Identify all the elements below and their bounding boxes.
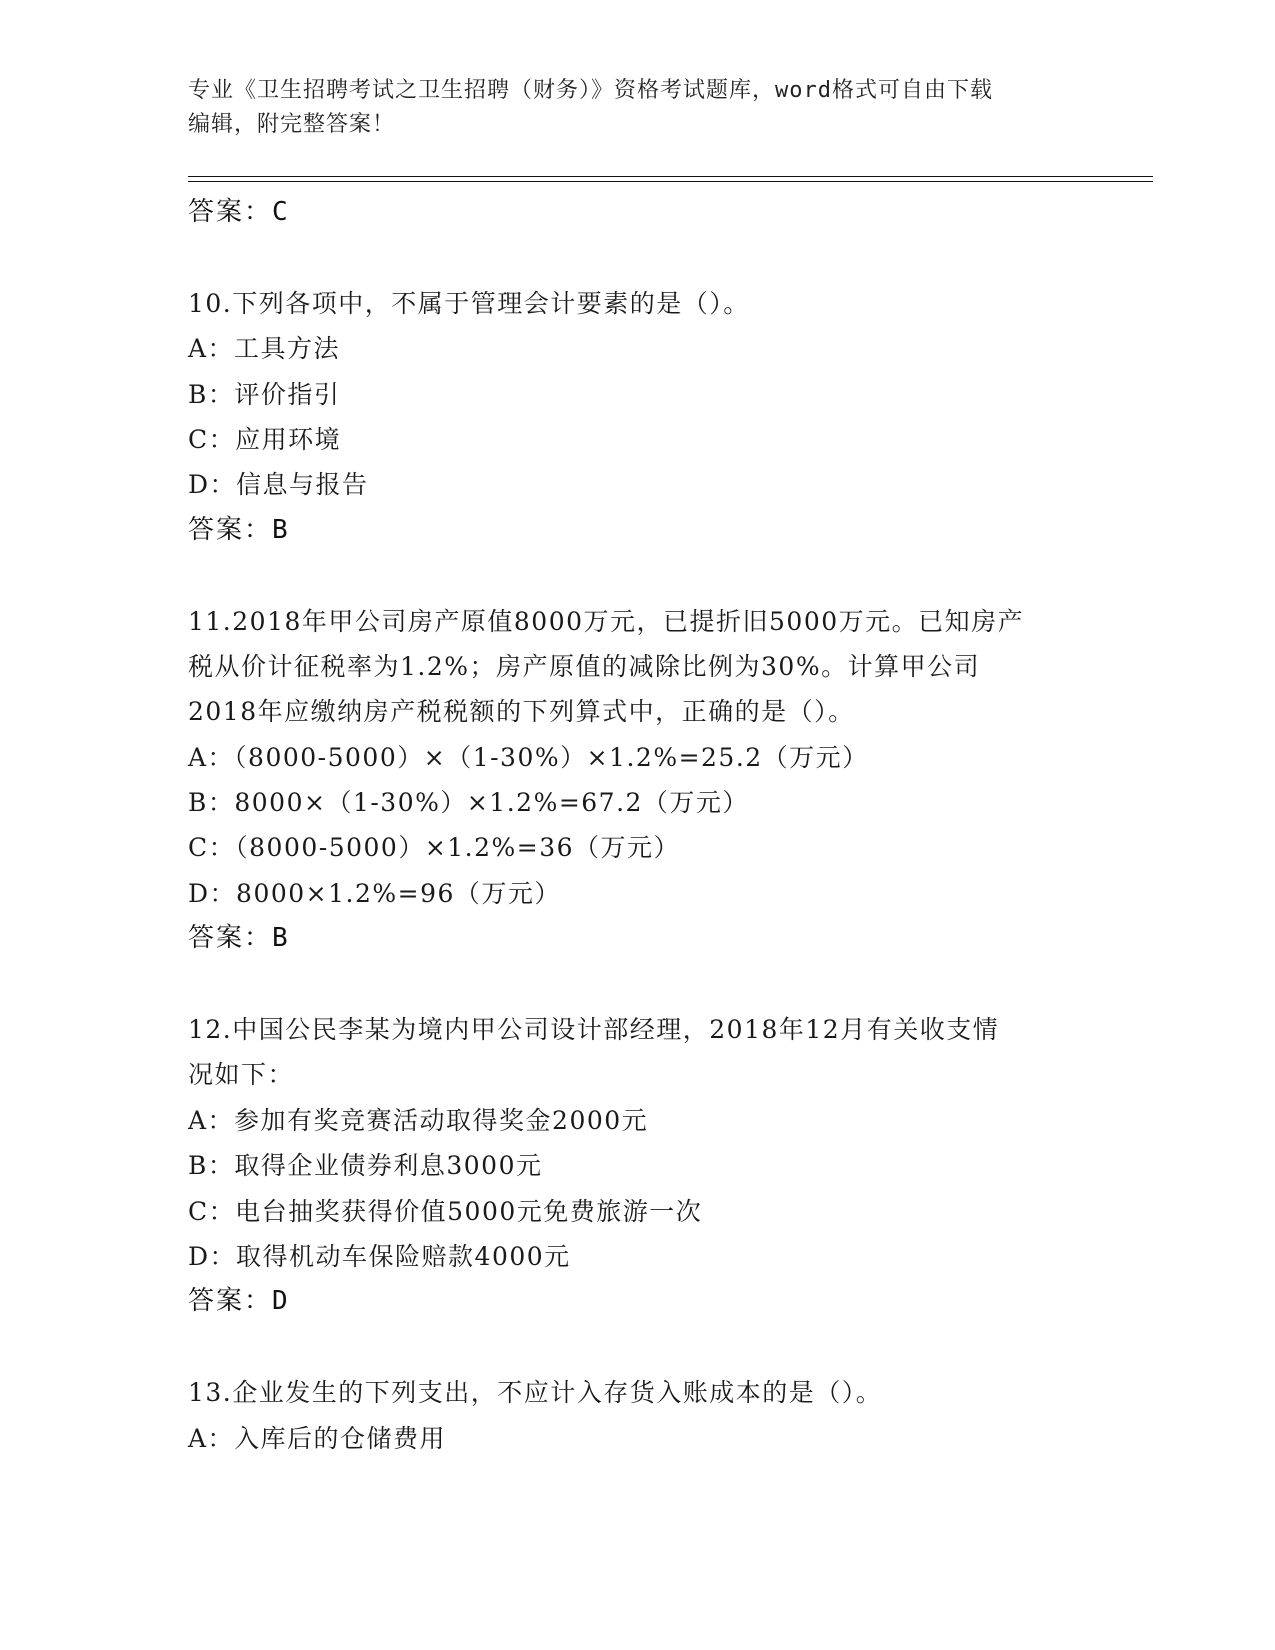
option-b: B：评价指引: [188, 379, 341, 409]
question-block: [188, 281, 1148, 553]
header-line-2: 编辑，附完整答案！: [188, 112, 396, 137]
option-c: C：应用环境: [188, 424, 342, 454]
page-header: [188, 74, 1088, 142]
answer-line: 答案：B: [188, 514, 290, 545]
option-a: A：工具方法: [188, 334, 341, 364]
spacer: [188, 1325, 1148, 1370]
option-c: C：（8000-5000）×1.2%=36（万元）: [188, 833, 681, 863]
spacer: [188, 962, 1148, 1007]
question-list: [188, 190, 1148, 1461]
question-stem: 10.下列各项中，不属于管理会计要素的是（）。: [188, 288, 750, 318]
option-a: A：参加有奖竞赛活动取得奖金2000元: [188, 1105, 649, 1135]
option-b: B：取得企业债券利息3000元: [188, 1151, 543, 1181]
question-block: [188, 1007, 1148, 1325]
option-a: A：（8000-5000）×（1-30%）×1.2%=25.2（万元）: [188, 742, 869, 772]
spacer: [188, 553, 1148, 598]
question-block: [188, 1370, 1148, 1461]
option-d: D：信息与报告: [188, 470, 369, 500]
spacer: [188, 235, 1148, 280]
option-d: D：8000×1.2%=96（万元）: [188, 878, 561, 908]
question-stem: 11.2018年甲公司房产原值8000万元，已提折旧5000万元。已知房产: [188, 606, 1025, 636]
header-rule-top: [188, 176, 1153, 177]
answer-line: 答案：B: [188, 923, 290, 954]
option-c: C：电台抽奖获得价值5000元免费旅游一次: [188, 1196, 703, 1226]
question-stem: 税从价计征税率为1.2%；房产原值的减除比例为30%。计算甲公司: [188, 651, 981, 681]
answer-line: 答案：C: [188, 197, 290, 227]
question-stem: 12.中国公民李某为境内甲公司设计部经理，2018年12月有关收支情: [188, 1015, 1000, 1045]
question-block: [188, 599, 1148, 962]
question-stem: 况如下：: [188, 1060, 295, 1090]
question-stem: 13.企业发生的下列支出，不应计入存货入账成本的是（）。: [188, 1378, 883, 1408]
header-rule-bottom: [188, 181, 1153, 182]
header-line-1: 专业《卫生招聘考试之卫生招聘（财务）》资格考试题库，word格式可自由下载: [188, 78, 993, 103]
question-stem: 2018年应缴纳房产税税额的下列算式中，正确的是（）。: [188, 697, 855, 727]
option-d: D：取得机动车保险赔款4000元: [188, 1241, 571, 1271]
option-a: A：入库后的仓储费用: [188, 1423, 447, 1453]
option-b: B：8000×（1-30%）×1.2%=67.2（万元）: [188, 788, 749, 818]
answer-line: 答案：D: [188, 1286, 290, 1317]
